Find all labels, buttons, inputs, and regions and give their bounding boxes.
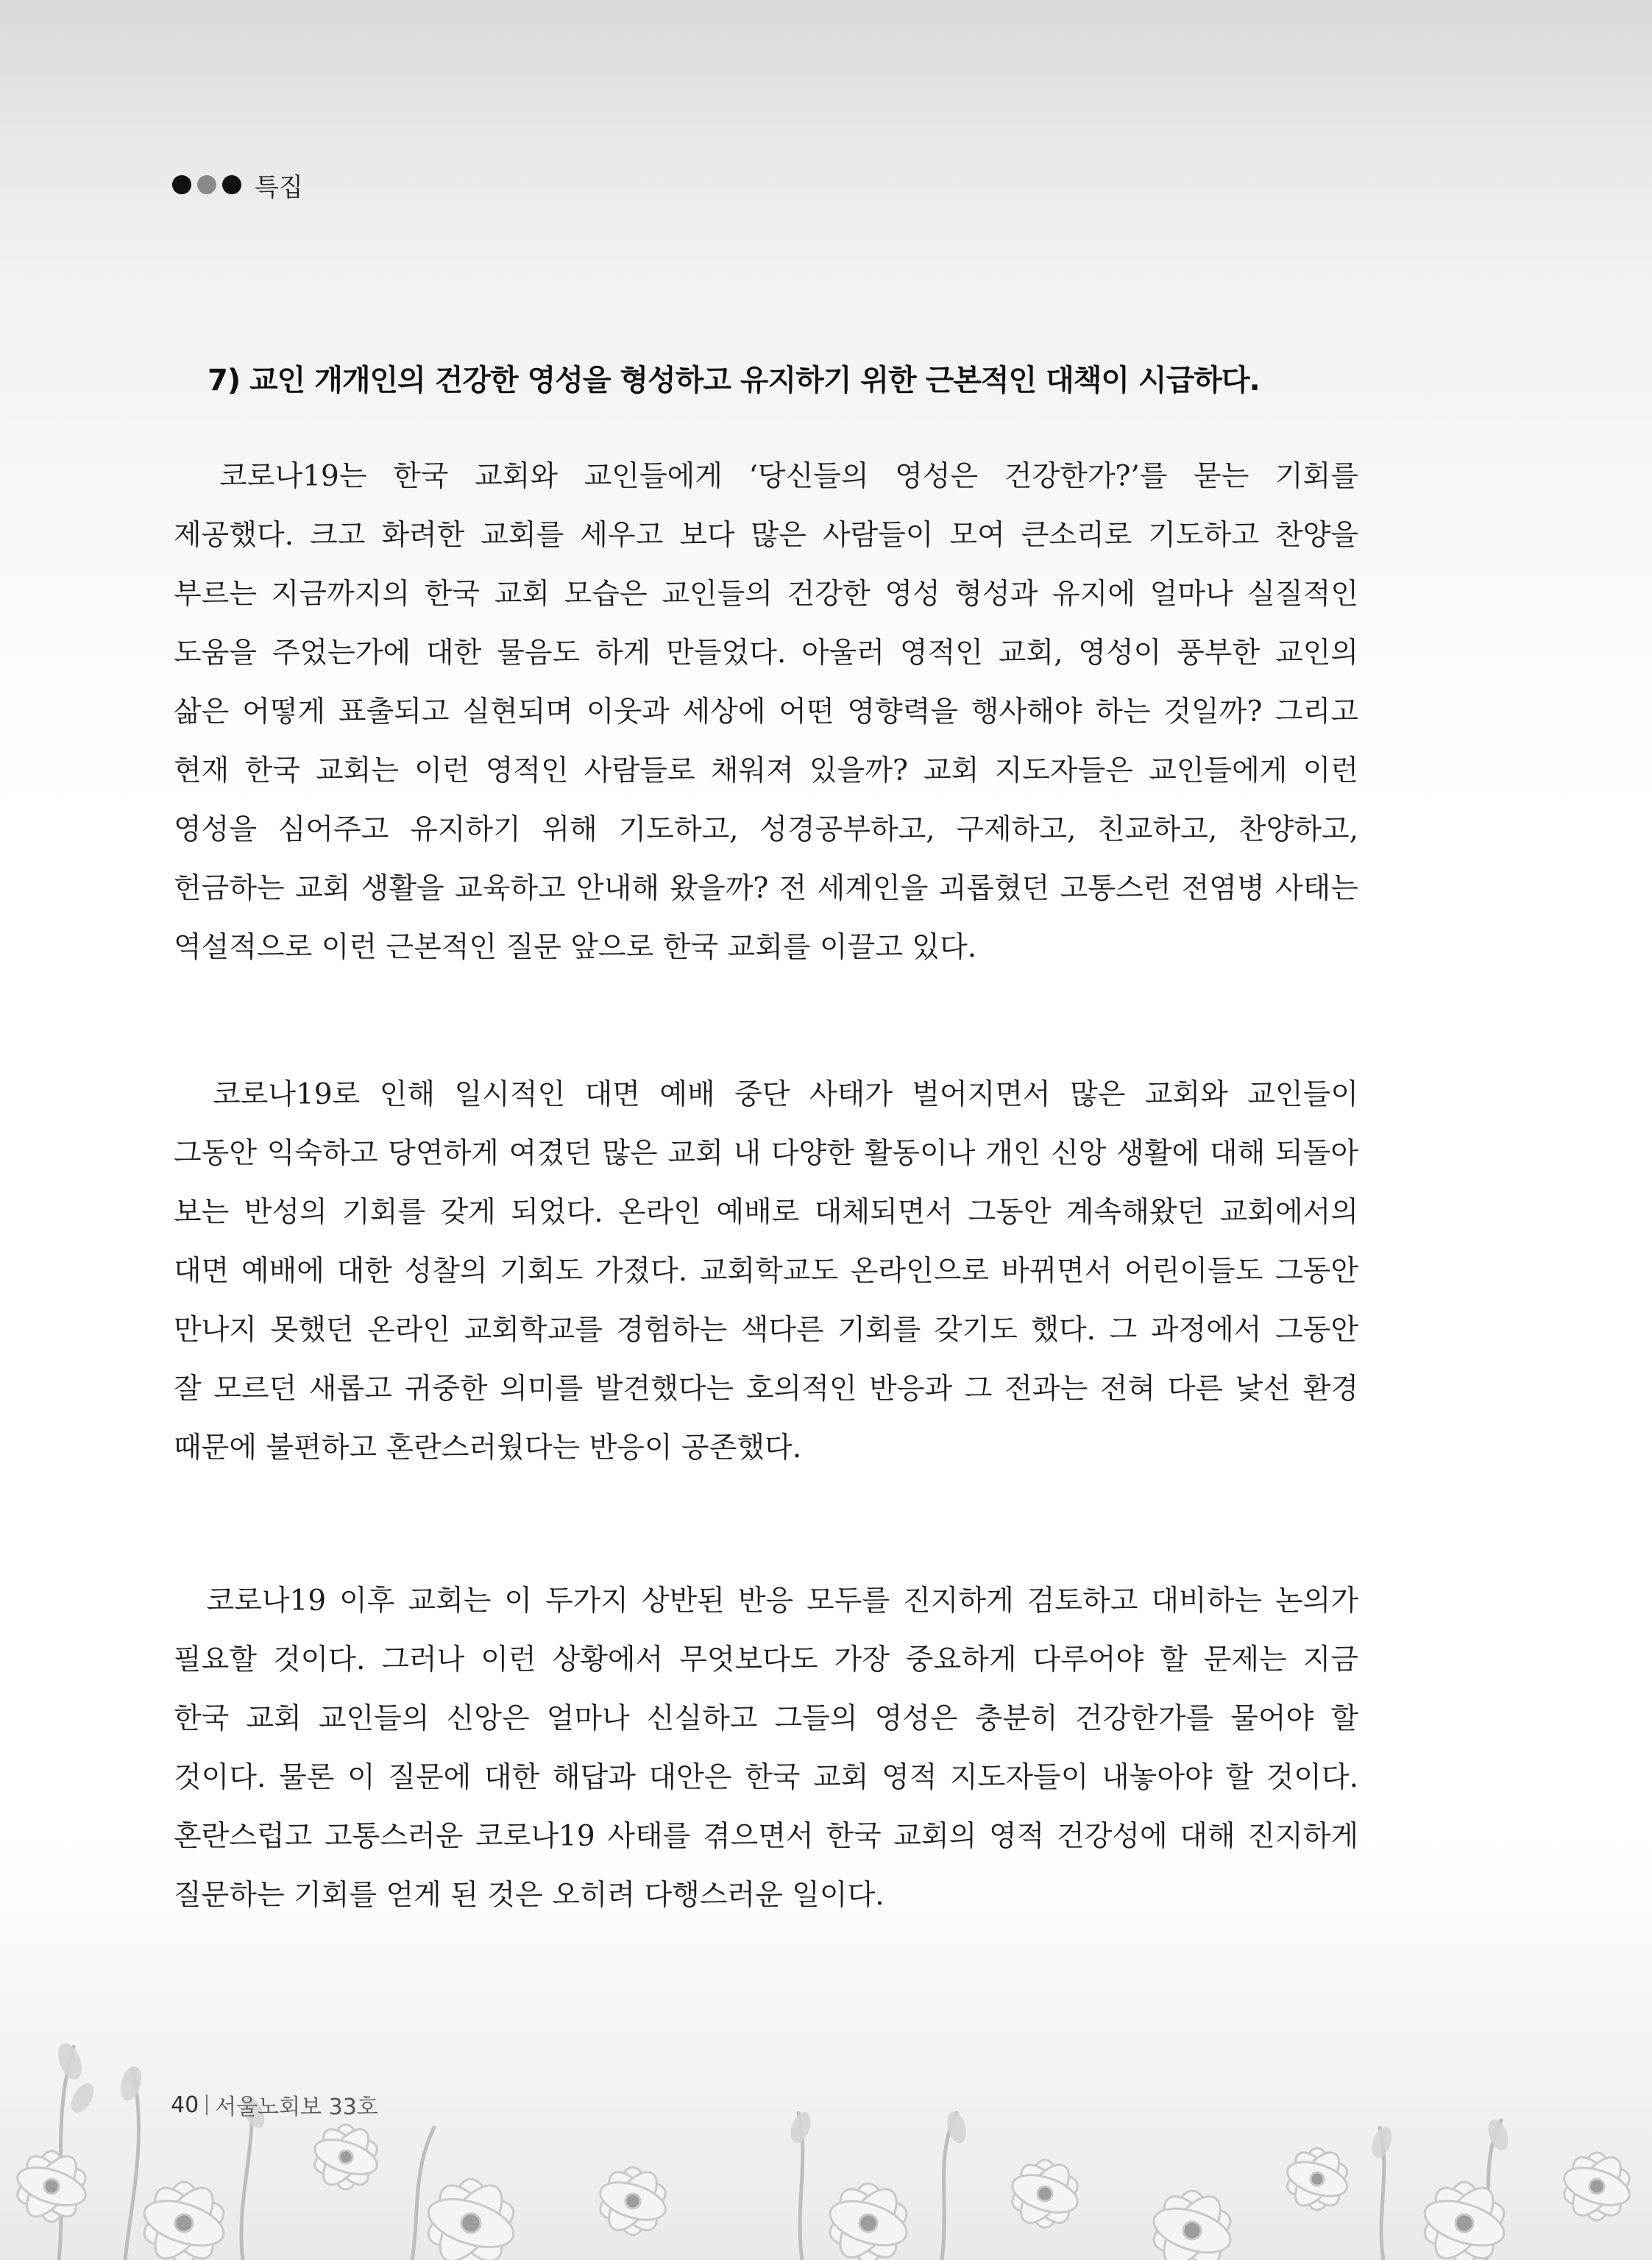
page-footer [171, 2089, 378, 2121]
text-line: 때문에 불편하고 혼란스러웠다는 반응이 공존했다. [174, 1431, 802, 1464]
text-line: 보는 반성의 기회를 갖게 되었다. 온라인 예배로 대체되면서 그동안 계속해왔던 교회에서의 [174, 1196, 1358, 1229]
bullet-dot-icon [222, 175, 241, 194]
bullet-dot-icon [197, 175, 216, 194]
bullet-dot-icon [172, 175, 191, 194]
section-header [172, 166, 303, 203]
section-label: 특집 [255, 172, 303, 202]
text-line: 혼란스럽고 고통스러운 코로나19 사태를 겪으면서 한국 교회의 영적 건강성에 대해 진지하게 [174, 1820, 1358, 1853]
body-paragraph-2 [174, 1066, 1358, 1478]
footer-divider [206, 2094, 208, 2115]
text-line: 코로나19는 한국 교회와 교인들에게 ‘당신들의 영성은 건강한가?’를 묻는 기회를 [174, 460, 1358, 493]
text-line: 만나지 못했던 온라인 교회학교를 경험하는 색다른 기회를 갖기도 했다. 그 과정에서 그동안 [174, 1314, 1358, 1347]
body-paragraph-1 [174, 447, 1358, 977]
text-line: 제공했다. 크고 화려한 교회를 세우고 보다 많은 사람들이 모여 큰소리로 기도하고 찬양을 [174, 519, 1358, 552]
text-line: 잘 모르던 새롭고 귀중한 의미를 발견했다는 호의적인 반응과 그 전과는 전혀 다른 낯선 환경 [174, 1372, 1358, 1406]
section-heading: 7) 교인 개개인의 건강한 영성을 형성하고 유지하기 위한 근본적인 대책이 시급하다. [208, 364, 1260, 397]
text-line: 대면 예배에 대한 성찰의 기회도 가졌다. 교회학교도 온라인으로 바뀌면서 어린이들도 그동안 [174, 1255, 1358, 1288]
text-line: 현재 한국 교회는 이런 영적인 사람들로 채워져 있을까? 교회 지도자들은 교인들에게 이런 [174, 754, 1358, 787]
text-line: 헌금하는 교회 생활을 교육하고 안내해 왔을까? 전 세계인을 괴롭혔던 고통스런 전염병 사태는 [174, 872, 1358, 905]
text-line: 코로나19로 인해 일시적인 대면 예배 중단 사태가 벌어지면서 많은 교회와 교인들이 [174, 1078, 1358, 1111]
text-line: 코로나19 이후 교회는 이 두가지 상반된 반응 모두를 진지하게 검토하고 대비하는 논의가 [174, 1584, 1358, 1618]
text-line: 것이다. 물론 이 질문에 대한 해답과 대안은 한국 교회 영적 지도자들이 내놓아야 할 것이다. [174, 1761, 1358, 1794]
page-number: 40 [171, 2091, 199, 2118]
text-line: 부르는 지금까지의 한국 교회 모습은 교인들의 건강한 영성 형성과 유지에 얼마나 실질적인 [174, 578, 1358, 611]
text-line: 한국 교회 교인들의 신앙은 얼마나 신실하고 그들의 영성은 충분히 건강한가를 물어야 할 [174, 1702, 1358, 1735]
text-line: 질문하는 기회를 얻게 된 것은 오히려 다행스러운 일이다. [174, 1879, 885, 1912]
text-line: 역설적으로 이런 근본적인 질문 앞으로 한국 교회를 이끌고 있다. [174, 931, 977, 964]
text-line: 영성을 심어주고 유지하기 위해 기도하고, 성경공부하고, 구제하고, 친교하고, 찬양하고, [174, 813, 1358, 846]
body-paragraph-3 [174, 1572, 1358, 1925]
text-line: 그동안 익숙하고 당연하게 여겼던 많은 교회 내 다양한 활동이나 개인 신앙 생활에 대해 되돌아 [174, 1137, 1358, 1170]
text-line: 도움을 주었는가에 대한 물음도 하게 만들었다. 아울러 영적인 교회, 영성이 풍부한 교인의 [174, 637, 1358, 670]
text-line: 삶은 어떻게 표출되고 실현되며 이웃과 세상에 어떤 영향력을 행사해야 하는 것일까? 그리고 [174, 695, 1358, 729]
flower-decoration [0, 1877, 1652, 2260]
text-line: 필요할 것이다. 그러나 이런 상황에서 무엇보다도 가장 중요하게 다루어야 할 문제는 지금 [174, 1643, 1358, 1676]
publication-name: 서울노회보 33호 [215, 2094, 378, 2120]
